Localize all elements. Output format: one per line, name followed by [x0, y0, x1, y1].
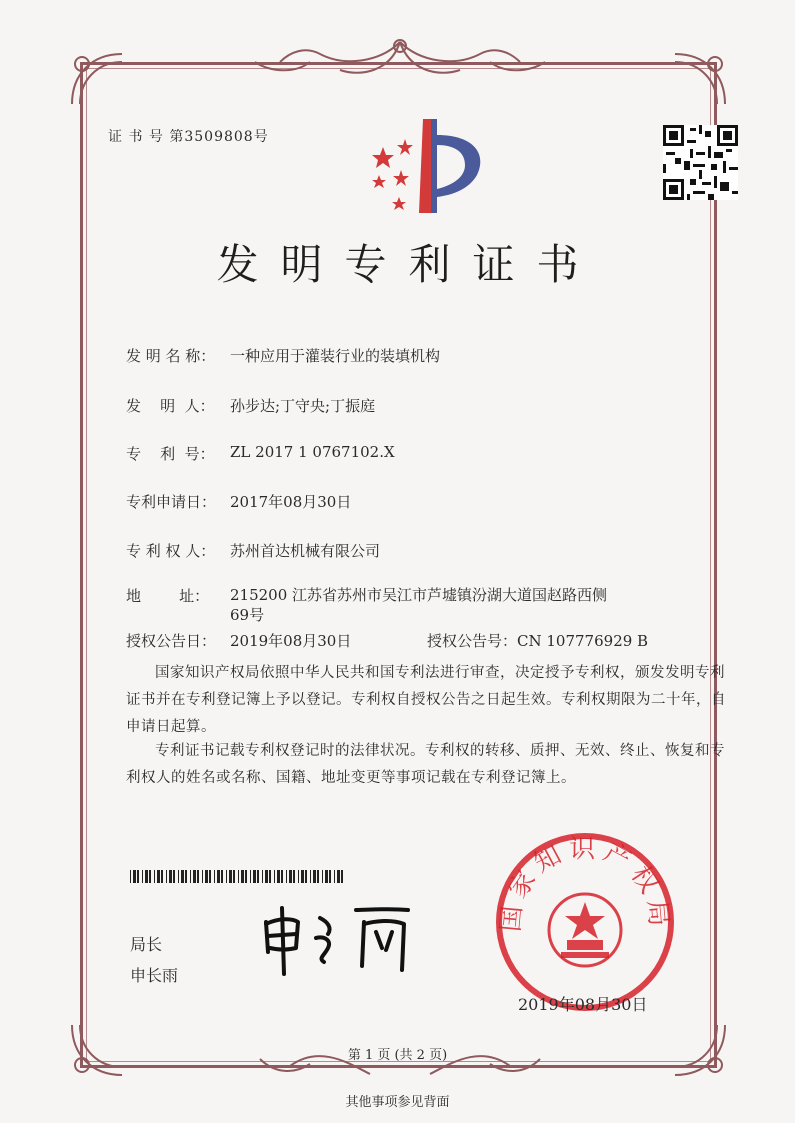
field-value: ZL 2017 1 0767102.X [230, 443, 395, 461]
logo-star [372, 175, 386, 188]
field-label: 发 明 名 称： [126, 347, 216, 365]
field-value: 2017年08月30日 [230, 493, 352, 511]
field-label: 专利申请日： [126, 493, 217, 511]
patent-office-logo [365, 115, 495, 220]
signatory-name: 申长雨 [130, 966, 179, 985]
logo-star [397, 139, 413, 155]
seal-date: 2019年08月30日 [518, 995, 648, 1014]
corner-ornament-top-left [62, 44, 132, 114]
field-label: 专 利 号： [126, 445, 215, 463]
field-application-date [126, 491, 351, 512]
logo-star [393, 170, 409, 186]
field-address [126, 585, 610, 625]
barcode [130, 870, 348, 883]
handwritten-signature [258, 900, 428, 980]
svg-text:国家知识产权局: 国家知识产权局 [495, 834, 675, 934]
field-value: 苏州首达机械有限公司 [230, 542, 381, 560]
field-value: CN 107776929 B [517, 632, 649, 650]
field-label: 专 利 权 人： [126, 542, 216, 560]
certificate-number: 证 书 号 第3509808号 [108, 129, 269, 145]
logo-star [392, 197, 406, 210]
statement-paragraph: 专利证书记载专利权登记时的法律状况。专利权的转移、质押、无效、终止、恢复和专利权人的姓名或名称、国籍、地址变更等事项记载在专利登记簿上。 [126, 743, 725, 786]
field-value: 一种应用于灌装行业的装填机构 [230, 347, 441, 365]
field-label: 授权公告日： [126, 632, 217, 650]
field-invention-name [126, 345, 440, 366]
field-publication-number [427, 630, 648, 651]
signatory-title: 局长 [130, 935, 163, 954]
corner-ornament-top-right [665, 44, 735, 114]
page-number: 第 1 页 (共 2 页) [347, 1048, 448, 1063]
logo-star [372, 147, 394, 168]
statement-paragraph: 国家知识产权局依照中华人民共和国专利法进行审查，决定授予专利权，颁发发明专利证书并在专利登记簿上予以登记。专利权自授权公告之日起生效。专利权期限为二十年，自申请日起算。 [126, 665, 726, 735]
field-value: 孙步达;丁守央;丁振庭 [230, 397, 376, 415]
field-value: 215200 江苏省苏州市吴江市芦墟镇汾湖大道国赵路西侧69号 [230, 586, 608, 624]
field-label: 发 明 人： [126, 397, 215, 415]
field-value: 2019年08月30日 [230, 632, 352, 650]
certificate-title: 发明专利证书 [216, 240, 601, 289]
field-grant-date [126, 630, 351, 651]
field-patent-number [126, 443, 395, 464]
field-inventors [126, 395, 375, 416]
qr-code [663, 125, 738, 200]
official-seal [495, 832, 675, 1012]
field-patentee [126, 540, 380, 561]
field-label: 地 址： [126, 587, 210, 605]
top-ornament [250, 32, 550, 84]
footer-note: 其他事项参见背面 [345, 1095, 450, 1110]
field-label: 授权公告号： [427, 632, 518, 650]
